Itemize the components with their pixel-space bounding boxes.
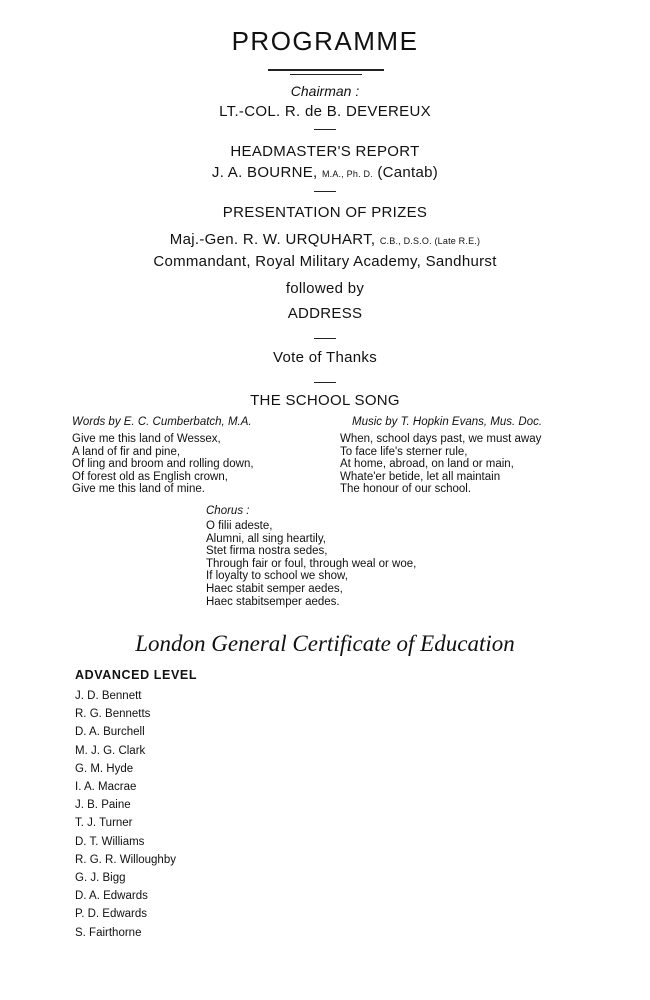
title-rule-short [290, 74, 362, 75]
list-item: D. A. Burchell [75, 726, 145, 739]
list-item: G. J. Bigg [75, 872, 126, 885]
address-heading: ADDRESS [287, 305, 363, 322]
headmaster-line [0, 164, 650, 181]
presenter-line [0, 231, 650, 248]
list-item: S. Fairthorne [75, 926, 142, 939]
list-item: D. T. Williams [75, 835, 145, 848]
list-item: T. J. Turner [75, 817, 133, 830]
list-item: G. M. Hyde [75, 762, 134, 775]
headmaster-qualifications: M.A., Ph. D. [321, 169, 373, 179]
chorus-line: Haec stabitsemper aedes. [206, 595, 340, 608]
chorus [206, 520, 416, 608]
verse-one [72, 433, 254, 496]
presenter-honours: C.B., D.S.O. (Late R.E.) [379, 236, 481, 246]
chorus-line: Through fair or foul, through weal or woe, [206, 557, 417, 570]
verse-line: Of ling and broom and rolling down, [72, 458, 254, 471]
list-item: R. G. R. Willoughby [75, 853, 176, 866]
list-item: J. D. Bennett [75, 690, 142, 702]
verse-line: Of forest old as English crown, [72, 470, 228, 483]
music-credit: Music by T. Hopkin Evans, Mus. Doc. [352, 416, 543, 428]
verse-line: Give me this land of Wessex, [72, 433, 221, 445]
list-item: D. A. Edwards [75, 890, 148, 903]
chorus-line: Stet firma nostra sedes, [206, 545, 328, 558]
advanced-level-list [75, 687, 176, 942]
song-title: THE SCHOOL SONG [250, 392, 400, 409]
verse-line: At home, abroad, on land or main, [340, 458, 514, 471]
divider [314, 191, 336, 192]
chorus-label: Chorus : [206, 505, 250, 517]
page-title: PROGRAMME [231, 26, 419, 56]
chairman-label: Chairman : [290, 83, 360, 99]
list-item: R. G. Bennetts [75, 708, 151, 721]
divider [314, 129, 336, 130]
headmaster-cantab: (Cantab) [377, 164, 439, 181]
headmaster-name: J. A. BOURNE, [211, 164, 318, 181]
list-item: P. D. Edwards [75, 908, 148, 921]
chorus-line: O filii adeste, [206, 520, 273, 532]
verse-line: Give me this land of mine. [72, 483, 205, 496]
headmaster-heading: HEADMASTER'S REPORT [230, 143, 420, 160]
divider [314, 382, 336, 383]
followed-by: followed by [285, 280, 365, 297]
chairman-name: LT.-COL. R. de B. DEVEREUX [219, 103, 431, 120]
vote-of-thanks: Vote of Thanks [273, 349, 377, 366]
verse-line: A land of fir and pine, [72, 445, 181, 458]
title-rule [268, 69, 384, 71]
verse-line: The honour of our school. [340, 483, 472, 496]
list-item: J. B. Paine [75, 799, 131, 812]
presenter-name: Maj.-Gen. R. W. URQUHART, [169, 231, 376, 248]
verse-line: Whate'er betide, let all maintain [340, 470, 501, 483]
prizes-heading: PRESENTATION OF PRIZES [222, 204, 428, 221]
advanced-level-heading: ADVANCED LEVEL [75, 668, 198, 682]
verse-line: To face life's sterner rule, [340, 445, 468, 458]
list-item: M. J. G. Clark [75, 744, 146, 757]
chorus-line: Alumni, all sing heartily, [206, 532, 326, 545]
chorus-line: If loyalty to school we show, [206, 570, 348, 583]
presenter-role: Commandant, Royal Military Academy, Sandhurst [153, 253, 497, 270]
verse-two [340, 433, 541, 496]
certificate-heading: London General Certificate of Education [135, 631, 515, 656]
list-item: I. A. Macrae [75, 781, 137, 794]
chorus-line: Haec stabit semper aedes, [206, 582, 343, 595]
divider [314, 338, 336, 339]
words-credit: Words by E. C. Cumberbatch, M.A. [72, 416, 252, 428]
verse-line: When, school days past, we must away [340, 433, 542, 445]
